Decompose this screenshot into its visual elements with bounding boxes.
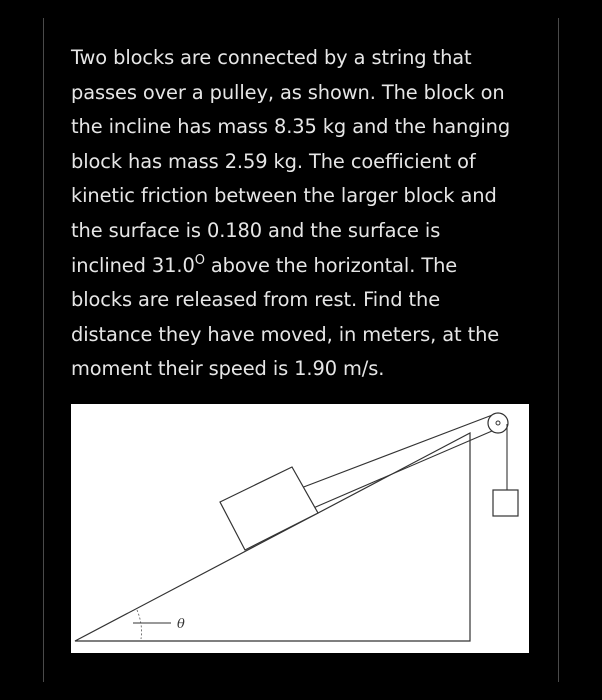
- problem-line: [71, 249, 541, 284]
- problem-line: moment their speed is 1.90 m/s.: [71, 357, 385, 381]
- problem-line: kinetic friction between the larger block and: [71, 184, 497, 208]
- problem-line: blocks are released from rest. Find the: [71, 288, 441, 312]
- problem-line: the surface is 0.180 and the surface is: [71, 218, 441, 242]
- string-lower: [311, 431, 492, 509]
- angle-value: inclined 31.0: [71, 253, 195, 277]
- string-upper: [301, 414, 495, 488]
- problem-line: block has mass 2.59 kg. The coefficient of: [71, 149, 476, 173]
- incline-pulley-figure: [71, 404, 529, 653]
- angle-label: θ: [177, 617, 185, 632]
- hanging-block: [493, 490, 518, 516]
- angle-text-rest: above the horizontal. The: [204, 253, 458, 277]
- incline-block: [220, 467, 318, 550]
- degree-symbol: O: [194, 252, 205, 268]
- problem-statement: [71, 41, 541, 387]
- left-divider: [43, 18, 44, 682]
- problem-line: Two blocks are connected by a string that: [71, 46, 472, 69]
- problem-line: distance they have moved, in meters, at the: [71, 322, 500, 346]
- problem-line: the incline has mass 8.35 kg and the hanging: [71, 115, 511, 139]
- problem-line: passes over a pulley, as shown. The block on: [71, 80, 505, 104]
- right-divider: [558, 18, 559, 682]
- angle-arc: [137, 610, 142, 639]
- figure-drawing: [71, 404, 529, 653]
- incline-wedge: [75, 433, 470, 641]
- pulley-axle: [496, 421, 500, 425]
